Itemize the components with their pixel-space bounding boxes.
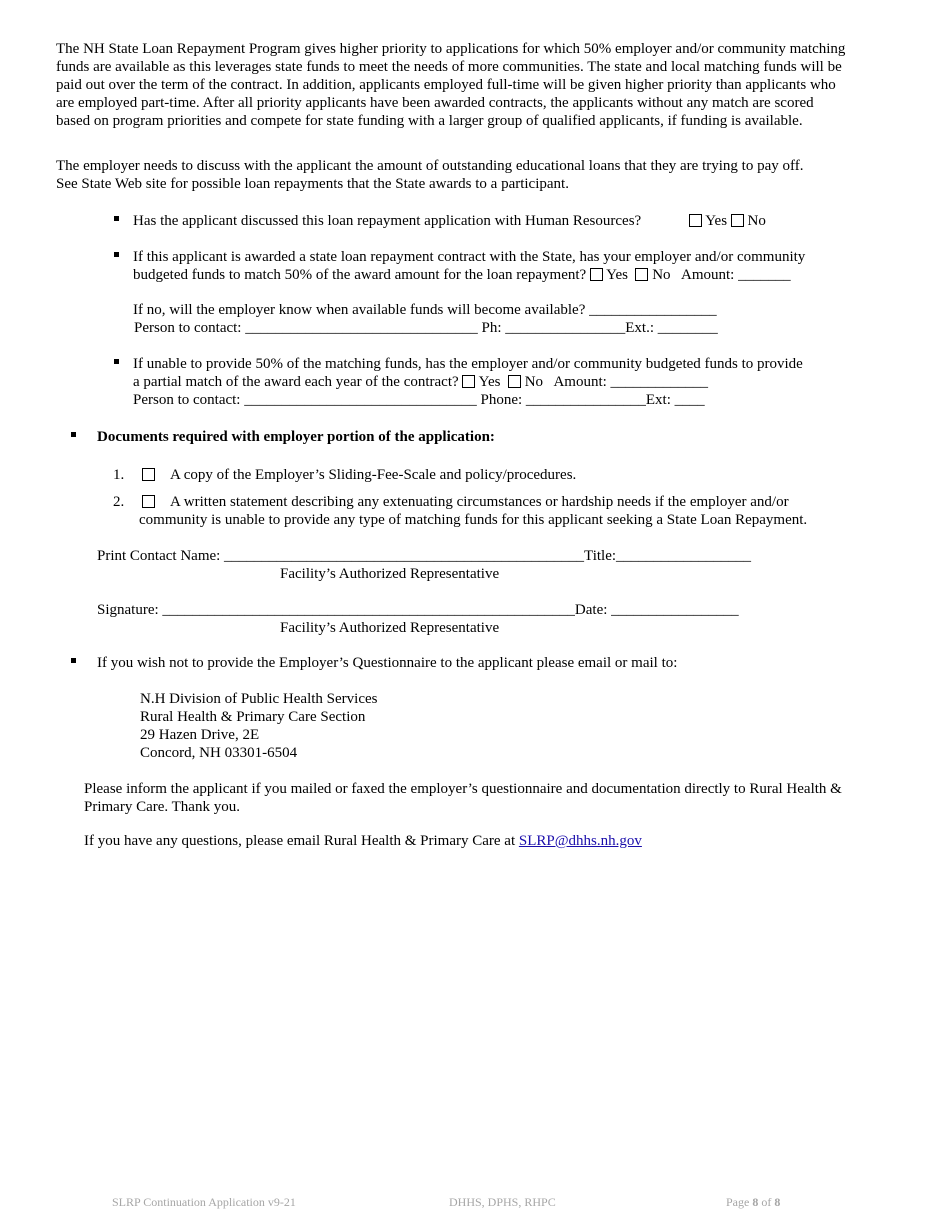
- footer-page-current: 8: [752, 1195, 759, 1209]
- doc-item-2-checkbox[interactable]: [142, 495, 155, 508]
- hr-yes-checkbox[interactable]: [689, 214, 702, 227]
- mail-instructions: If you wish not to provide the Employer’s Questionnaire to the applicant please email or mail to:: [97, 655, 678, 671]
- partial-yes-label: Yes: [478, 374, 501, 390]
- partial-yes-checkbox[interactable]: [462, 375, 475, 388]
- bullet-icon: [71, 658, 76, 663]
- partial-match-question-line2: [133, 373, 708, 391]
- match-no-label: No: [652, 267, 671, 283]
- partial-no-checkbox[interactable]: [508, 375, 521, 388]
- address-line-2: Rural Health & Primary Care Section: [140, 709, 366, 725]
- match-yes-label: Yes: [606, 267, 628, 283]
- authorized-rep-caption-1: Facility’s Authorized Representative: [280, 566, 500, 582]
- doc-item-2-line2: community is unable to provide any type of matching funds for this applicant seeking a State Loan Repayment.: [139, 512, 808, 528]
- bullet-icon: [71, 432, 76, 437]
- hr-question: Has the applicant discussed this loan repayment application with Human Resources?: [133, 213, 642, 229]
- match-question-line1: If this applicant is awarded a state loan repayment contract with the State, has your employer and/or community: [133, 249, 806, 265]
- address-line-1: N.H Division of Public Health Services: [140, 691, 378, 707]
- address-line-3: 29 Hazen Drive, 2E: [140, 727, 260, 743]
- intro-paragraph: The NH State Loan Repayment Program gives higher priority to applications for which 50% employer and/or community matching funds are available as this leverages state funds to meet the needs of more communities. The state and local matching funds will be paid out over the term of the contract. In addition, applicants employed full-time will be given higher priority than applicants who are employed part-time. After all priority applicants have been awarded contracts, the applicants without any match are scored based on program priorities and compete for state funding with a larger group of qualified applicants, if funding is available.: [56, 41, 846, 129]
- footer-department: DHHS, DPHS, RHPC: [449, 1195, 556, 1209]
- hr-answer-options: [689, 212, 766, 230]
- hr-no-checkbox[interactable]: [731, 214, 744, 227]
- doc-item-2-number: 2.: [113, 494, 125, 510]
- questions-text: If you have any questions, please email Rural Health & Primary Care at: [84, 833, 516, 849]
- print-contact-name-field[interactable]: Print Contact Name: ________________________________________________Title:__________________: [97, 548, 752, 564]
- hr-no-label: No: [747, 213, 766, 229]
- doc-item-1-checkbox[interactable]: [142, 468, 155, 481]
- partial-match-question-text: a partial match of the award each year of the contract?: [133, 374, 459, 390]
- footer-page-total: 8: [774, 1195, 781, 1209]
- partial-contact-fields[interactable]: Person to contact: _______________________________ Phone: ________________Ext: ____: [133, 392, 705, 408]
- footer-document-id: SLRP Continuation Application v9-21: [112, 1195, 296, 1209]
- doc-item-2-line1: A written statement describing any extenuating circumstances or hardship needs if the employer and/or: [170, 494, 789, 510]
- bullet-icon: [114, 252, 119, 257]
- employer-discussion-line1: The employer needs to discuss with the applicant the amount of outstanding educational loans that they are trying to pay off.: [56, 158, 804, 174]
- partial-amount-field[interactable]: Amount: _____________: [553, 374, 709, 390]
- match-question-line2: [133, 266, 791, 284]
- match-no-checkbox[interactable]: [635, 268, 648, 281]
- inform-applicant-text: Please inform the applicant if you mailed or faxed the employer’s questionnaire and documentation directly to Rural Health & Primary Care. Thank you.: [84, 781, 842, 815]
- doc-item-1-text: A copy of the Employer’s Sliding-Fee-Scale and policy/procedures.: [170, 467, 577, 483]
- match-yes-checkbox[interactable]: [590, 268, 603, 281]
- employer-discussion-line2: See State Web site for possible loan repayments that the State awards to a participant.: [56, 176, 569, 192]
- funds-available-field[interactable]: If no, will the employer know when available funds will become available? _________________: [133, 302, 717, 318]
- signature-field[interactable]: Signature: _______________________________________________________Date: _________________: [97, 602, 739, 618]
- documents-heading: Documents required with employer portion of the application:: [97, 429, 495, 445]
- bullet-icon: [114, 359, 119, 364]
- partial-no-label: No: [524, 374, 544, 390]
- footer-page-of: of: [761, 1195, 772, 1209]
- match-question-text: budgeted funds to match 50% of the award amount for the loan repayment?: [133, 267, 587, 283]
- email-link[interactable]: SLRP@dhhs.nh.gov: [518, 833, 642, 849]
- authorized-rep-caption-2: Facility’s Authorized Representative: [280, 620, 500, 636]
- match-contact-fields[interactable]: Person to contact: _______________________________ Ph: ________________Ext.: ________: [134, 320, 718, 336]
- address-line-4: Concord, NH 03301-6504: [140, 745, 298, 761]
- match-amount-field[interactable]: Amount: _______: [681, 267, 791, 283]
- footer-page-prefix: Page: [726, 1195, 750, 1209]
- footer-page-number: [726, 1193, 780, 1211]
- questions-line: [84, 832, 642, 850]
- doc-item-1-number: 1.: [113, 467, 125, 483]
- bullet-icon: [114, 216, 119, 221]
- partial-match-question-line1: If unable to provide 50% of the matching funds, has the employer and/or community budgeted funds to provide: [133, 356, 803, 372]
- hr-yes-label: Yes: [705, 213, 728, 229]
